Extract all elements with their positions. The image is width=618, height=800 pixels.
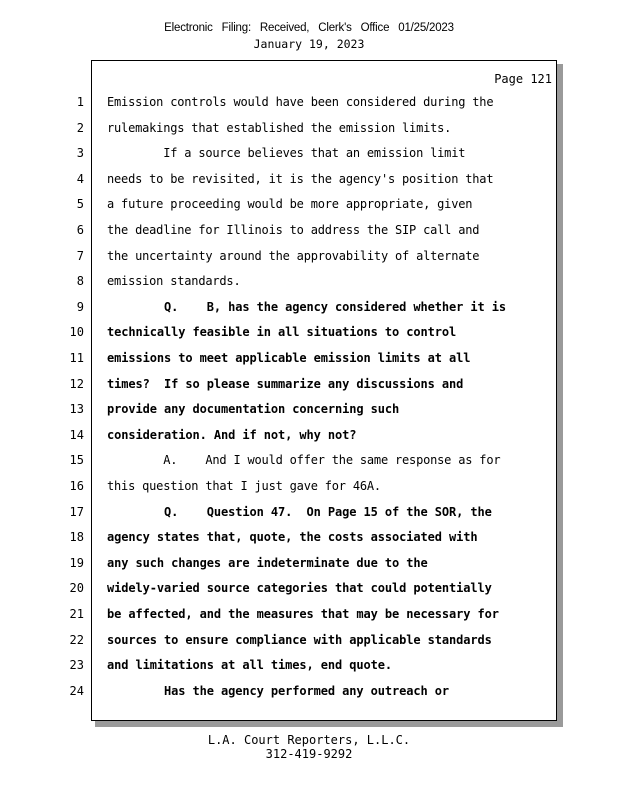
line-number: 8 [76,274,84,288]
line-number: 11 [69,351,84,365]
line-number: 24 [69,684,84,698]
transcript-line: If a source believes that an emission limit [107,146,466,160]
line-number: 17 [69,505,84,519]
transcript-line: the deadline for Illinois to address the SIP call and [107,223,480,237]
transcript-line: consideration. And if not, why not? [107,428,357,442]
transcript-line: times? If so please summarize any discussions and [107,377,464,391]
transcript-line: agency states that, quote, the costs associated with [107,530,478,544]
transcript-line: Has the agency performed any outreach or [107,684,449,698]
transcript-line: needs to be revisited, it is the agency's position that [107,172,494,186]
line-number: 22 [69,633,84,647]
line-number: 10 [69,325,84,339]
transcript-line: sources to ensure compliance with applicable standards [107,633,492,647]
line-number: 4 [76,172,84,186]
transcript-line: widely-varied source categories that could potentially [107,581,492,595]
reporter-company: L.A. Court Reporters, L.L.C. [207,733,411,747]
transcript-line: rulemakings that established the emission limits. [107,121,452,135]
transcript-line: and limitations at all times, end quote. [107,658,392,672]
transcript-line: provide any documentation concerning such [107,402,400,416]
line-number: 7 [76,249,84,263]
line-number: 23 [69,658,84,672]
line-number: 20 [69,581,84,595]
line-number: 13 [69,402,84,416]
transcript-line: A. And I would offer the same response as for [107,453,501,467]
line-number: 18 [69,530,84,544]
transcript-line: the uncertainty around the approvability of alternate [107,249,480,263]
transcript-date: January 19, 2023 [253,37,365,51]
line-number: 5 [76,197,84,211]
line-number: 15 [69,453,84,467]
line-number: 9 [76,300,84,314]
transcript-line: any such changes are indeterminate due to the [107,556,428,570]
reporter-phone: 312-419-9292 [265,747,353,761]
line-number: 12 [69,377,84,391]
transcript-line: a future proceeding would be more appropriate, given [107,197,473,211]
line-number: 19 [69,556,84,570]
line-number: 14 [69,428,84,442]
line-number: 6 [76,223,84,237]
line-number: 2 [76,121,84,135]
transcript-line: technically feasible in all situations to control [107,325,457,339]
transcript-line: Emission controls would have been considered during the [107,95,494,109]
page-number: Page 121 [494,72,552,86]
line-number: 1 [76,95,84,109]
line-number: 16 [69,479,84,493]
line-number: 21 [69,607,84,621]
transcript-line: Q. B, has the agency considered whether it is [107,300,506,314]
transcript-line: this question that I just gave for 46A. [107,479,381,493]
filing-stamp: Electronic Filing: Received, Clerk's Office 01/25/2023 [164,22,454,34]
transcript-line: Q. Question 47. On Page 15 of the SOR, the [107,505,492,519]
transcript-line: emissions to meet applicable emission limits at all [107,351,471,365]
transcript-line: emission standards. [107,274,241,288]
transcript-line: be affected, and the measures that may be necessary for [107,607,499,621]
line-number: 3 [76,146,84,160]
